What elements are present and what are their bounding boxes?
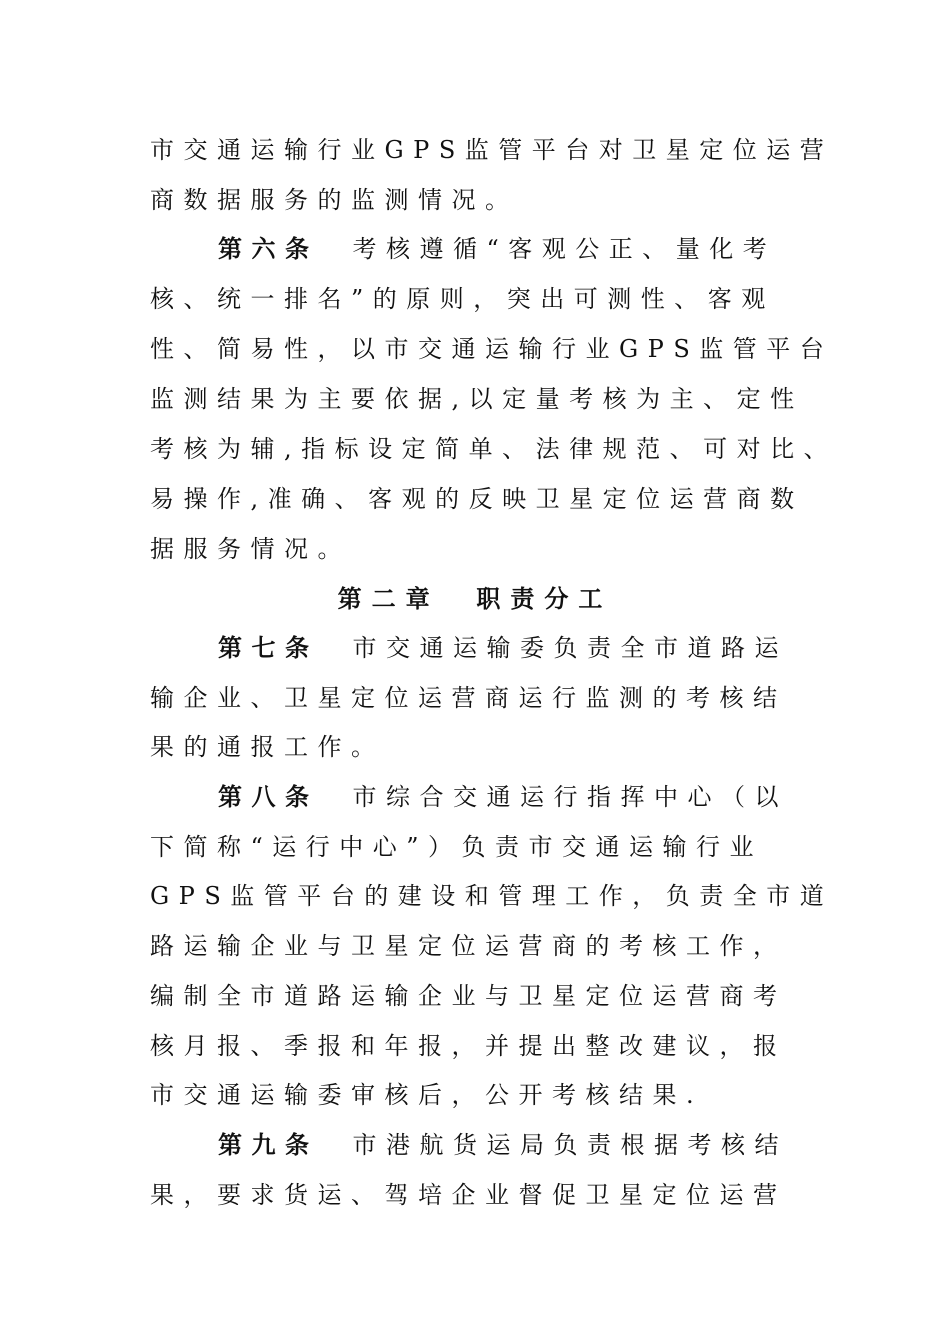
text-line: 商数据服务的监测情况。: [150, 186, 519, 214]
article-7-label: 第七条: [218, 633, 319, 662]
text-line: 核、统一排名”的原则，突出可测性、客观: [150, 285, 775, 313]
article-8-text: 市综合交通运行指挥中心（以: [352, 783, 788, 811]
text-line: GPS监管平台的建设和管理工作，负责全市道: [150, 882, 834, 910]
text-line: 编制全市道路运输企业与卫星定位运营商考: [150, 982, 787, 1010]
text-line: 监测结果为主要依据,以定量考核为主、定性: [150, 385, 804, 413]
article-6-text: 考核遵循“客观公正、量化考: [352, 235, 777, 263]
article-9-label: 第九条: [218, 1130, 319, 1159]
article-8-label: 第八条: [218, 782, 319, 811]
article-7-text: 市交通运输委负责全市道路运: [352, 634, 788, 662]
article-9-text: 市港航货运局负责根据考核结: [352, 1131, 788, 1159]
chapter-heading: 第二章 职责分工: [337, 584, 613, 613]
article-7-first-line: [218, 632, 818, 664]
article-6-label: 第六条: [218, 234, 319, 263]
text-line: 路运输企业与卫星定位运营商的考核工作，: [150, 932, 787, 960]
text-line: 输企业、卫星定位运营商运行监测的考核结: [150, 684, 787, 712]
text-line: 性、简易性，以市交通运输行业GPS监管平台: [150, 335, 834, 363]
text-line: 考核为辅,指标设定简单、法律规范、可对比、: [150, 435, 838, 463]
text-line: 市交通运输行业GPS监管平台对卫星定位运营: [150, 136, 834, 164]
article-6-first-line: [218, 233, 818, 265]
text-line: 果，要求货运、驾培企业督促卫星定位运营: [150, 1181, 787, 1209]
text-line: 易操作,准确、客观的反映卫星定位运营商数: [150, 485, 804, 513]
text-line: 果的通报工作。: [150, 733, 385, 761]
text-line: 核月报、季报和年报，并提出整改建议，报: [150, 1032, 787, 1060]
article-9-first-line: [218, 1129, 818, 1161]
text-line: 下简称“运行中心”）负责市交通运输行业: [150, 833, 764, 861]
article-8-first-line: [218, 781, 818, 813]
text-line: 市交通运输委审核后，公开考核结果.: [150, 1081, 704, 1109]
text-line: 据服务情况。: [150, 535, 351, 563]
